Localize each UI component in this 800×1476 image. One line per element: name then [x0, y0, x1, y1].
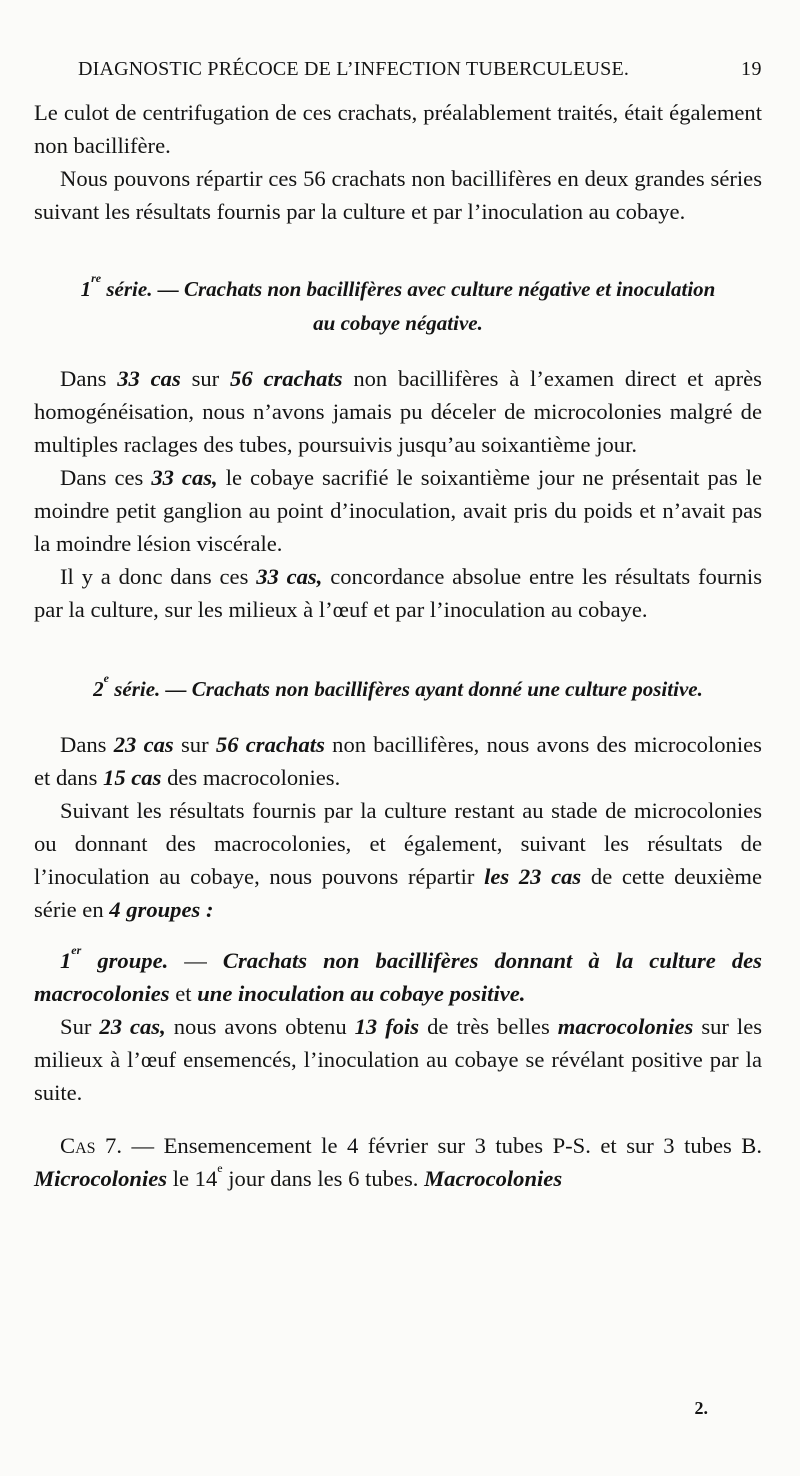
group-1-dash: — — [184, 948, 207, 973]
series-1-number: 1 — [80, 277, 92, 301]
group-1-et: et — [175, 981, 192, 1006]
series-1-dash: — — [157, 277, 179, 301]
series-2-sup: e — [103, 671, 109, 685]
group-1-sup: er — [71, 943, 82, 957]
group-1-title-part1: Crachats non bacillifères donnant à la culture des macrocolonies — [34, 948, 762, 1006]
case-7-paragraph — [34, 1129, 762, 1195]
series-1-title: Crachats non bacillifères avec culture négative et inoculation au cobaye négative. — [183, 277, 716, 335]
case-7-label: Cas 7. — [60, 1133, 122, 1158]
emphasis: 33 cas — [117, 366, 181, 391]
emphasis: 33 cas, — [151, 465, 218, 490]
running-title: DIAGNOSTIC PRÉCOCE DE L’INFECTION TUBERCULEUSE. — [78, 58, 630, 80]
paragraph-repartir: Nous pouvons répartir ces 56 crachats non bacillifères en deux grandes séries suivant les résultats fournis par la culture et par l’inoculation au cobaye. — [34, 166, 762, 224]
paragraph-cobaye-sacrifie — [34, 461, 762, 560]
emphasis: macrocolonies — [557, 1014, 694, 1039]
emphasis: 56 crachats — [215, 732, 325, 757]
case-7-sup: e — [217, 1161, 223, 1175]
text: concordance absolue entre les résultats fournis par la culture, sur les milieux à l’œuf et par l’inoculation au cobaye. — [34, 564, 763, 622]
series-1-heading — [74, 272, 722, 340]
series-2-number: 2 — [93, 677, 104, 701]
group-1-title-part2: une inoculation au cobaye positive. — [197, 981, 526, 1006]
text: de très belles — [427, 1014, 550, 1039]
paragraph-4-groupes — [34, 794, 762, 926]
text: Suivant les résultats fournis par la culture restant au stade de microcolonies ou donnant des macrocolonies, et également, suivant les résultats de l’inoculation au cobaye, nous pouvons répartir — [34, 798, 762, 889]
emphasis: 15 cas — [103, 765, 162, 790]
emphasis: 33 cas, — [256, 564, 323, 589]
text: des macrocolonies. — [167, 765, 341, 790]
text: non bacillifères à l’examen direct et après homogénéisation, nous n’avons jamais pu déceler de microcolonies malgré de multiples raclages des tubes, poursuivis jusqu’au soixantième jour. — [34, 366, 762, 457]
group-1-number: 1 — [60, 948, 72, 973]
text: le cobaye sacrifié le soixantième jour ne présentait pas le moindre petit ganglion au point d’inoculation, avait pris du poids et n’avait pas la moindre lésion viscérale. — [34, 465, 762, 556]
signature-mark: 2. — [694, 1398, 708, 1418]
emphasis: 23 cas — [113, 732, 174, 757]
emphasis: 13 fois — [354, 1014, 420, 1039]
paragraph-concordance — [34, 560, 762, 626]
page-number: 19 — [741, 58, 762, 80]
series-2-title: Crachats non bacillifères ayant donné une culture positive. — [191, 677, 703, 701]
text: sur les milieux à l’œuf ensemencés, l’inoculation au cobaye se révélant positive par la suite. — [34, 1014, 763, 1105]
text: non bacillifères, nous avons des microcolonies et dans — [34, 732, 762, 790]
emphasis: les 23 cas — [484, 864, 582, 889]
group-1-heading — [34, 944, 762, 1010]
emphasis: Microcolonies — [34, 1166, 168, 1191]
paragraph-23-cas — [34, 728, 762, 794]
series-1-sup: re — [91, 271, 102, 285]
text: nous avons obtenu — [173, 1014, 347, 1039]
series-2-dash: — — [165, 677, 187, 701]
text: sur — [191, 366, 220, 391]
emphasis: 4 groupes : — [109, 897, 214, 922]
text: Il y a donc dans ces — [60, 564, 249, 589]
group-1-label: groupe. — [97, 948, 169, 973]
paragraph-33-cas — [34, 362, 762, 461]
text: Ensemencement le 4 février sur 3 tubes P-S. et sur 3 tubes B. — [163, 1133, 763, 1158]
paragraph-13-fois — [34, 1010, 762, 1109]
emphasis: 23 cas, — [99, 1014, 166, 1039]
paragraph-culot: Le culot de centrifugation de ces crachats, préalablement traités, était également non bacillifère. — [34, 100, 762, 158]
text: Sur — [60, 1014, 92, 1039]
case-7-dash: — — [131, 1133, 155, 1158]
series-2-label: série. — [114, 677, 161, 701]
running-head — [78, 52, 762, 86]
text: sur — [181, 732, 209, 757]
emphasis: 56 crachats — [230, 366, 343, 391]
series-1-label: série. — [106, 277, 153, 301]
series-2-heading — [74, 672, 722, 706]
text: de cette deuxième série en — [34, 864, 762, 922]
text: Dans ces — [60, 465, 144, 490]
text: jour dans les 6 tubes. — [228, 1166, 419, 1191]
text: le 14 — [172, 1166, 218, 1191]
emphasis: Macrocolonies — [424, 1166, 563, 1191]
text: Dans — [60, 732, 107, 757]
document-page — [34, 52, 762, 1195]
text: Dans — [60, 366, 107, 391]
